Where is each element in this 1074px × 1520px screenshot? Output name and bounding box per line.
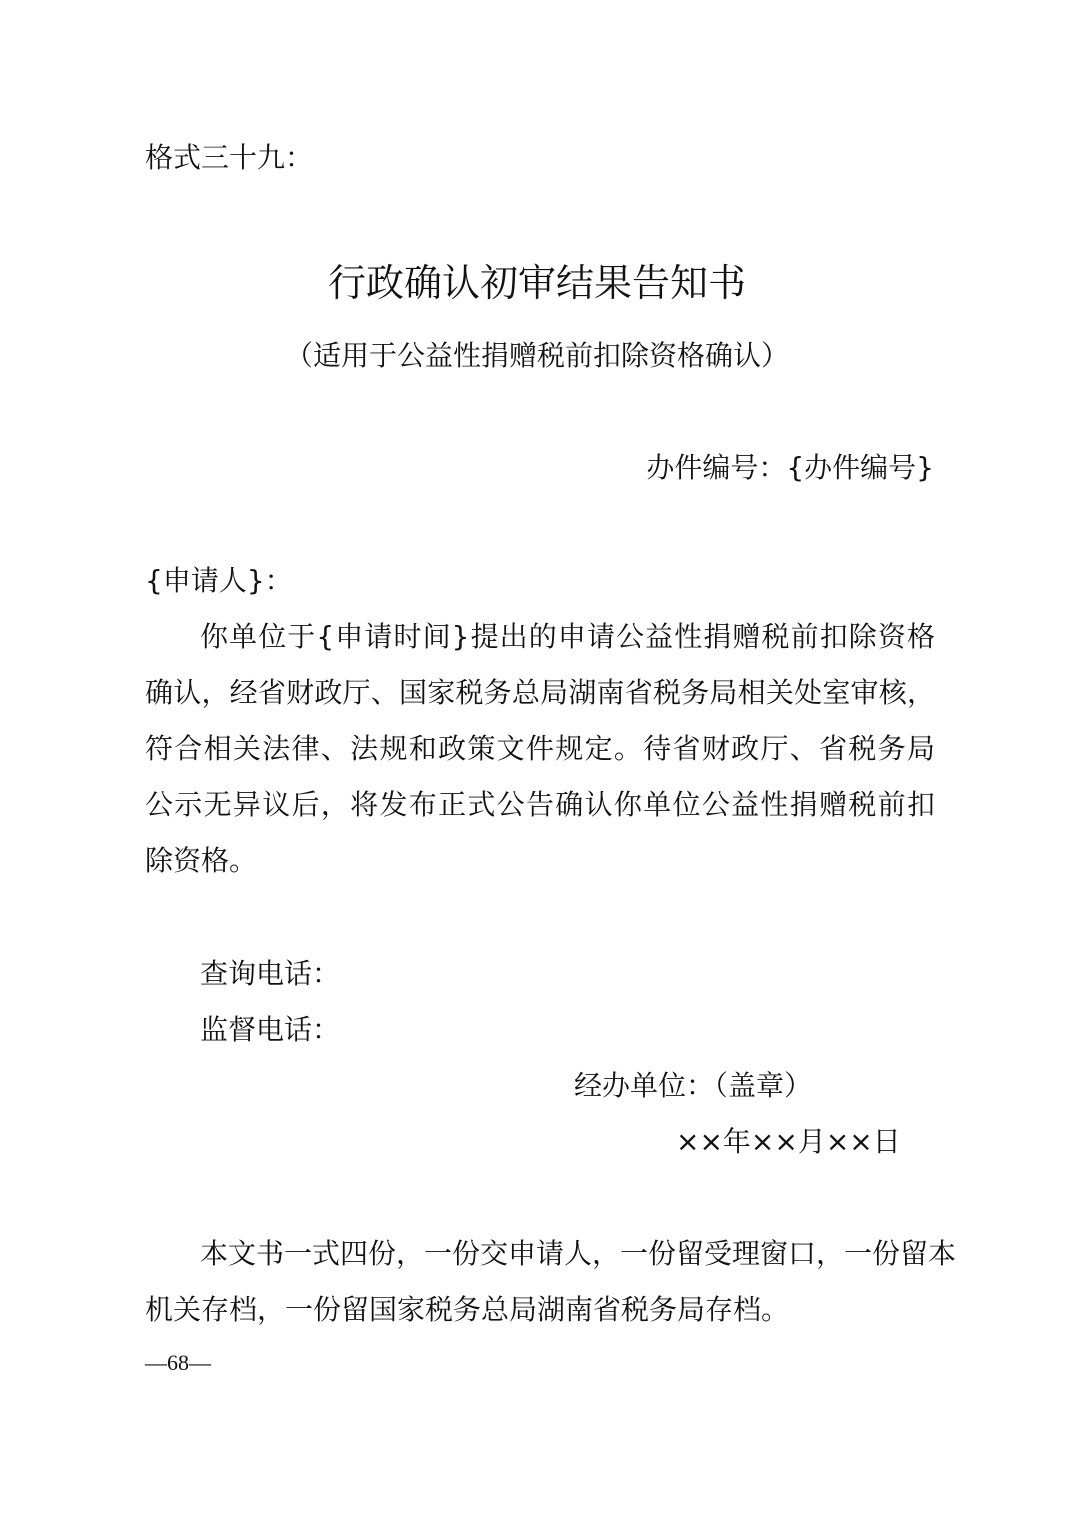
note-line: 本文书一式四份，一份交申请人，一份留受理窗口，一份留本 [200, 1237, 957, 1270]
page-number: —68— [145, 1350, 211, 1375]
format-label: 格式三十九： [145, 141, 314, 174]
body-line: 除资格。 [145, 844, 258, 877]
body-line: 公示无异议后，将发布正式公告确认你单位公益性捐赠税前扣 [145, 788, 935, 821]
body-line: 你单位于{申请时间}提出的申请公益性捐赠税前扣除资格 [200, 620, 935, 653]
document-title: 行政确认初审结果告知书 [327, 261, 746, 305]
date: ××年××月××日 [676, 1125, 901, 1158]
salutation: {申请人}： [145, 564, 293, 597]
note-line: 机关存档，一份留国家税务总局湖南省税务局存档。 [145, 1293, 790, 1326]
body-line: 符合相关法律、法规和政策文件规定。待省财政厅、省税务局 [145, 732, 935, 765]
body-line: 确认，经省财政厅、国家税务总局湖南省税务局相关处室审核， [145, 676, 935, 709]
handling-unit: 经办单位：（盖章） [574, 1069, 813, 1102]
supervision-phone-label: 监督电话： [200, 1013, 341, 1046]
case-number: 办件编号：{办件编号} [646, 451, 934, 484]
inquiry-phone-label: 查询电话： [200, 957, 341, 990]
document-subtitle: （适用于公益性捐赠税前扣除资格确认） [284, 339, 789, 372]
